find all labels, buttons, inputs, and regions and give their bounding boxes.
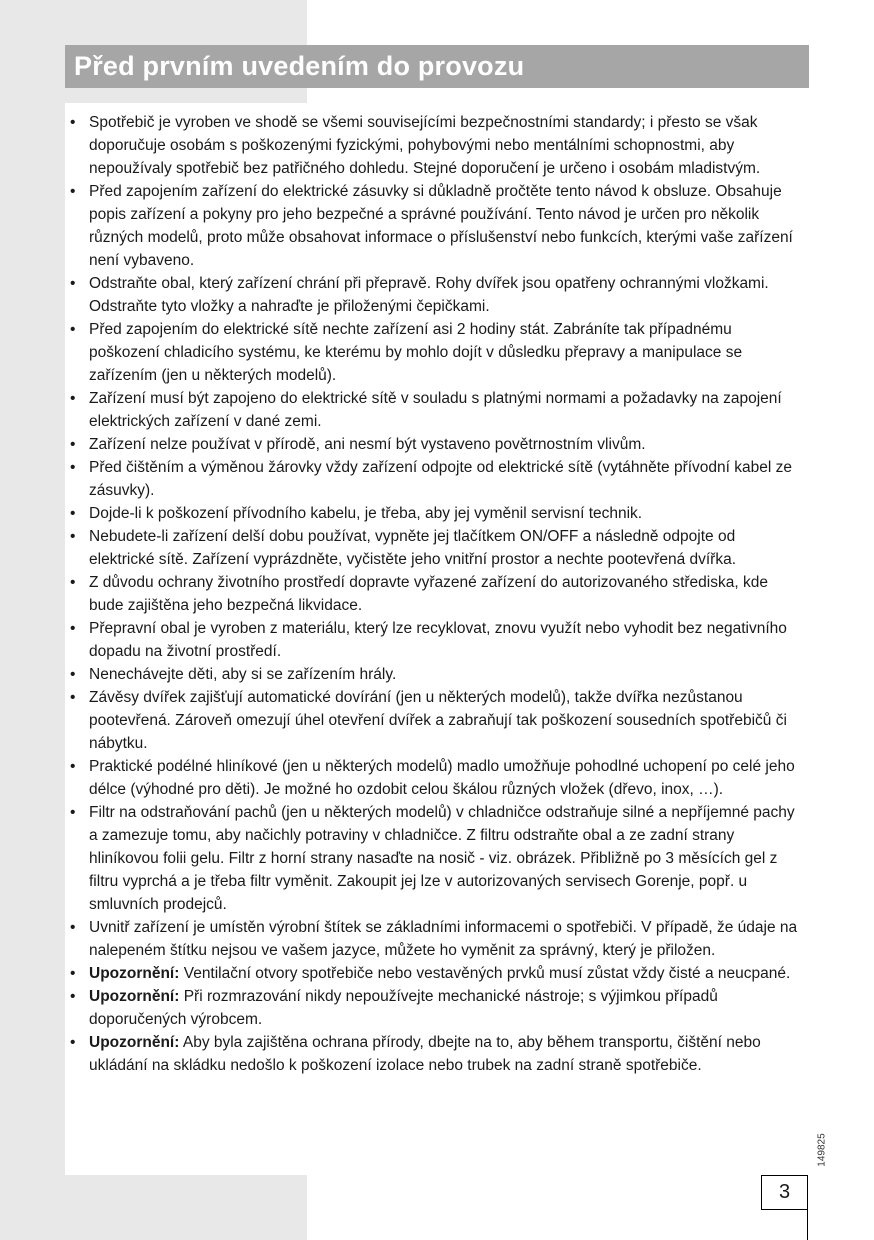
page-number-box [761, 1175, 808, 1210]
list-item [67, 571, 807, 617]
list-item [67, 916, 807, 962]
bullet-icon: • [70, 114, 76, 131]
bullet-icon: • [70, 758, 76, 775]
bullet-icon: • [70, 459, 76, 476]
list-item-text: Z důvodu ochrany životního prostředí dopravte vyřazené zařízení do autorizovaného střediska, kde bude zajištěna jeho bezpečná likvidace. [89, 574, 768, 614]
list-item [67, 525, 807, 571]
list-item-text: Ventilační otvory spotřebiče nebo vestavěných prvků musí zůstat vždy čisté a neucpané. [179, 965, 791, 982]
list-item-text: Odstraňte obal, který zařízení chrání při přepravě. Rohy dvířek jsou opatřeny ochrannými vložkami. Odstraňte tyto vložky a nahraďte je přiloženými čepičkami. [89, 275, 769, 315]
instruction-list [67, 111, 807, 1077]
bullet-icon: • [70, 505, 76, 522]
bullet-icon: • [70, 919, 76, 936]
list-item [67, 985, 807, 1031]
bullet-icon: • [70, 436, 76, 453]
bullet-icon: • [70, 689, 76, 706]
warning-label: Upozornění: [89, 965, 180, 982]
bullet-icon: • [70, 988, 76, 1005]
list-item [67, 686, 807, 755]
list-item [67, 617, 807, 663]
list-item-text: Spotřebič je vyroben ve shodě se všemi souvisejícími bezpečnostními standardy; i přesto se však doporučuje osobám s poškozenými fyzickými, pohybovými nebo mentálními schopnostmi, aby nepoužívaly spotřebič bez patřičného dohledu. Stejné doporučení je určeno i osobám mladistvým. [89, 114, 761, 177]
list-item [67, 755, 807, 801]
list-item-text: Uvnitř zařízení je umístěn výrobní štítek se základními informacemi o spotřebiči. V případě, že údaje na nalepeném štítku nejsou ve vašem jazyce, můžete ho vyměnit za správný, který je přiložen. [89, 919, 798, 959]
list-item-text: Při rozmrazování nikdy nepoužívejte mechanické nástroje; s výjimkou případů doporučených výrobcem. [89, 988, 718, 1028]
list-item-text: Přepravní obal je vyroben z materiálu, který lze recyklovat, znovu využít nebo vyhodit bez negativního dopadu na životní prostředí. [89, 620, 787, 660]
list-item-text: Závěsy dvířek zajišťují automatické dovírání (jen u některých modelů), takže dvířka nezůstanou pootevřená. Zároveň omezují úhel otevření dvířek a zabraňují tak poškození sousedních spotřebičů či nábytku. [89, 689, 787, 752]
list-item [67, 387, 807, 433]
list-item-text: Nebudete-li zařízení delší dobu používat, vypněte jej tlačítkem ON/OFF a následně odpojte od elektrické sítě. Zařízení vyprázdněte, vyčistěte jeho vnitřní prostor a nechte pootevřená dvířka. [89, 528, 737, 568]
title-bar [65, 45, 809, 88]
list-item [67, 801, 807, 916]
bullet-icon: • [70, 390, 76, 407]
list-item-text: Aby byla zajištěna ochrana přírody, dbejte na to, aby během transportu, čištění nebo ukládání na skládku nedošlo k poškození izolace nebo trubek na zadní straně spotřebiče. [89, 1034, 761, 1074]
list-item [67, 1031, 807, 1077]
page-title: Před prvním uvedením do provozu [74, 51, 525, 81]
list-item [67, 433, 807, 456]
bullet-icon: • [70, 275, 76, 292]
document-code-text: 149825 [816, 1133, 828, 1167]
list-item-text: Nenechávejte děti, aby si se zařízením hrály. [89, 666, 397, 683]
list-item-text: Zařízení nelze používat v přírodě, ani nesmí být vystaveno povětrnostním vlivům. [89, 436, 646, 453]
bullet-icon: • [70, 804, 76, 821]
bullet-icon: • [70, 528, 76, 545]
list-item-text: Před zapojením do elektrické sítě nechte zařízení asi 2 hodiny stát. Zabráníte tak případnému poškození chladicího systému, ke kterému by mohlo dojít v důsledku přepravy a manipulace se zařízením (jen u některých modelů). [89, 321, 743, 384]
list-item [67, 180, 807, 272]
document-code [808, 1130, 836, 1170]
bullet-icon: • [70, 666, 76, 683]
bullet-icon: • [70, 574, 76, 591]
list-item-text: Praktické podélné hliníkové (jen u některých modelů) madlo umožňuje pohodlné uchopení po celé jeho délce (výhodné pro děti). Je možné ho ozdobit celou škálou různých vložek (dřevo, inox, …). [89, 758, 795, 798]
list-item-text: Filtr na odstraňování pachů (jen u některých modelů) v chladničce odstraňuje silné a nepříjemné pachy a zamezuje tomu, aby načichly potraviny v chladničce. Z filtru odstraňte obal a ze zadní strany hliníkovou folii gelu. Filtr z horní strany nasaďte na nosič - viz. obrázek. Přibližně po 3 měsících gel z filtru vyprchá a je třeba filtr vyměnit. Zakoupit jej lze v autorizovaných servisech Gorenje, popř. u smluvních prodejců. [89, 804, 795, 913]
list-item-text: Dojde-li k poškození přívodního kabelu, je třeba, aby jej vyměnil servisní technik. [89, 505, 643, 522]
list-item [67, 663, 807, 686]
list-item [67, 456, 807, 502]
warning-label: Upozornění: [89, 988, 180, 1005]
bullet-icon: • [70, 620, 76, 637]
bullet-icon: • [70, 1034, 76, 1051]
list-item-text: Před zapojením zařízení do elektrické zásuvky si důkladně pročtěte tento návod k obsluze. Obsahuje popis zařízení a pokyny pro jeho bezpečné a správné používání. Tento návod je určen pro několik různých modelů, proto může obsahovat informace o příslušenství nebo funkcích, kterými vaše zařízení není vybaveno. [89, 183, 793, 269]
bullet-icon: • [70, 321, 76, 338]
list-item-text: Zařízení musí být zapojeno do elektrické sítě v souladu s platnými normami a požadavky na zapojení elektrických zařízení v dané zemi. [89, 390, 782, 430]
list-item [67, 502, 807, 525]
list-item-text: Před čištěním a výměnou žárovky vždy zařízení odpojte od elektrické sítě (vytáhněte přívodní kabel ze zásuvky). [89, 459, 793, 499]
list-item [67, 962, 807, 985]
page-divider-line [807, 1210, 808, 1240]
page-number: 3 [778, 1181, 791, 1203]
list-item [67, 272, 807, 318]
warning-label: Upozornění: [89, 1034, 180, 1051]
list-item [67, 111, 807, 180]
bullet-icon: • [70, 183, 76, 200]
list-item [67, 318, 807, 387]
bullet-icon: • [70, 965, 76, 982]
